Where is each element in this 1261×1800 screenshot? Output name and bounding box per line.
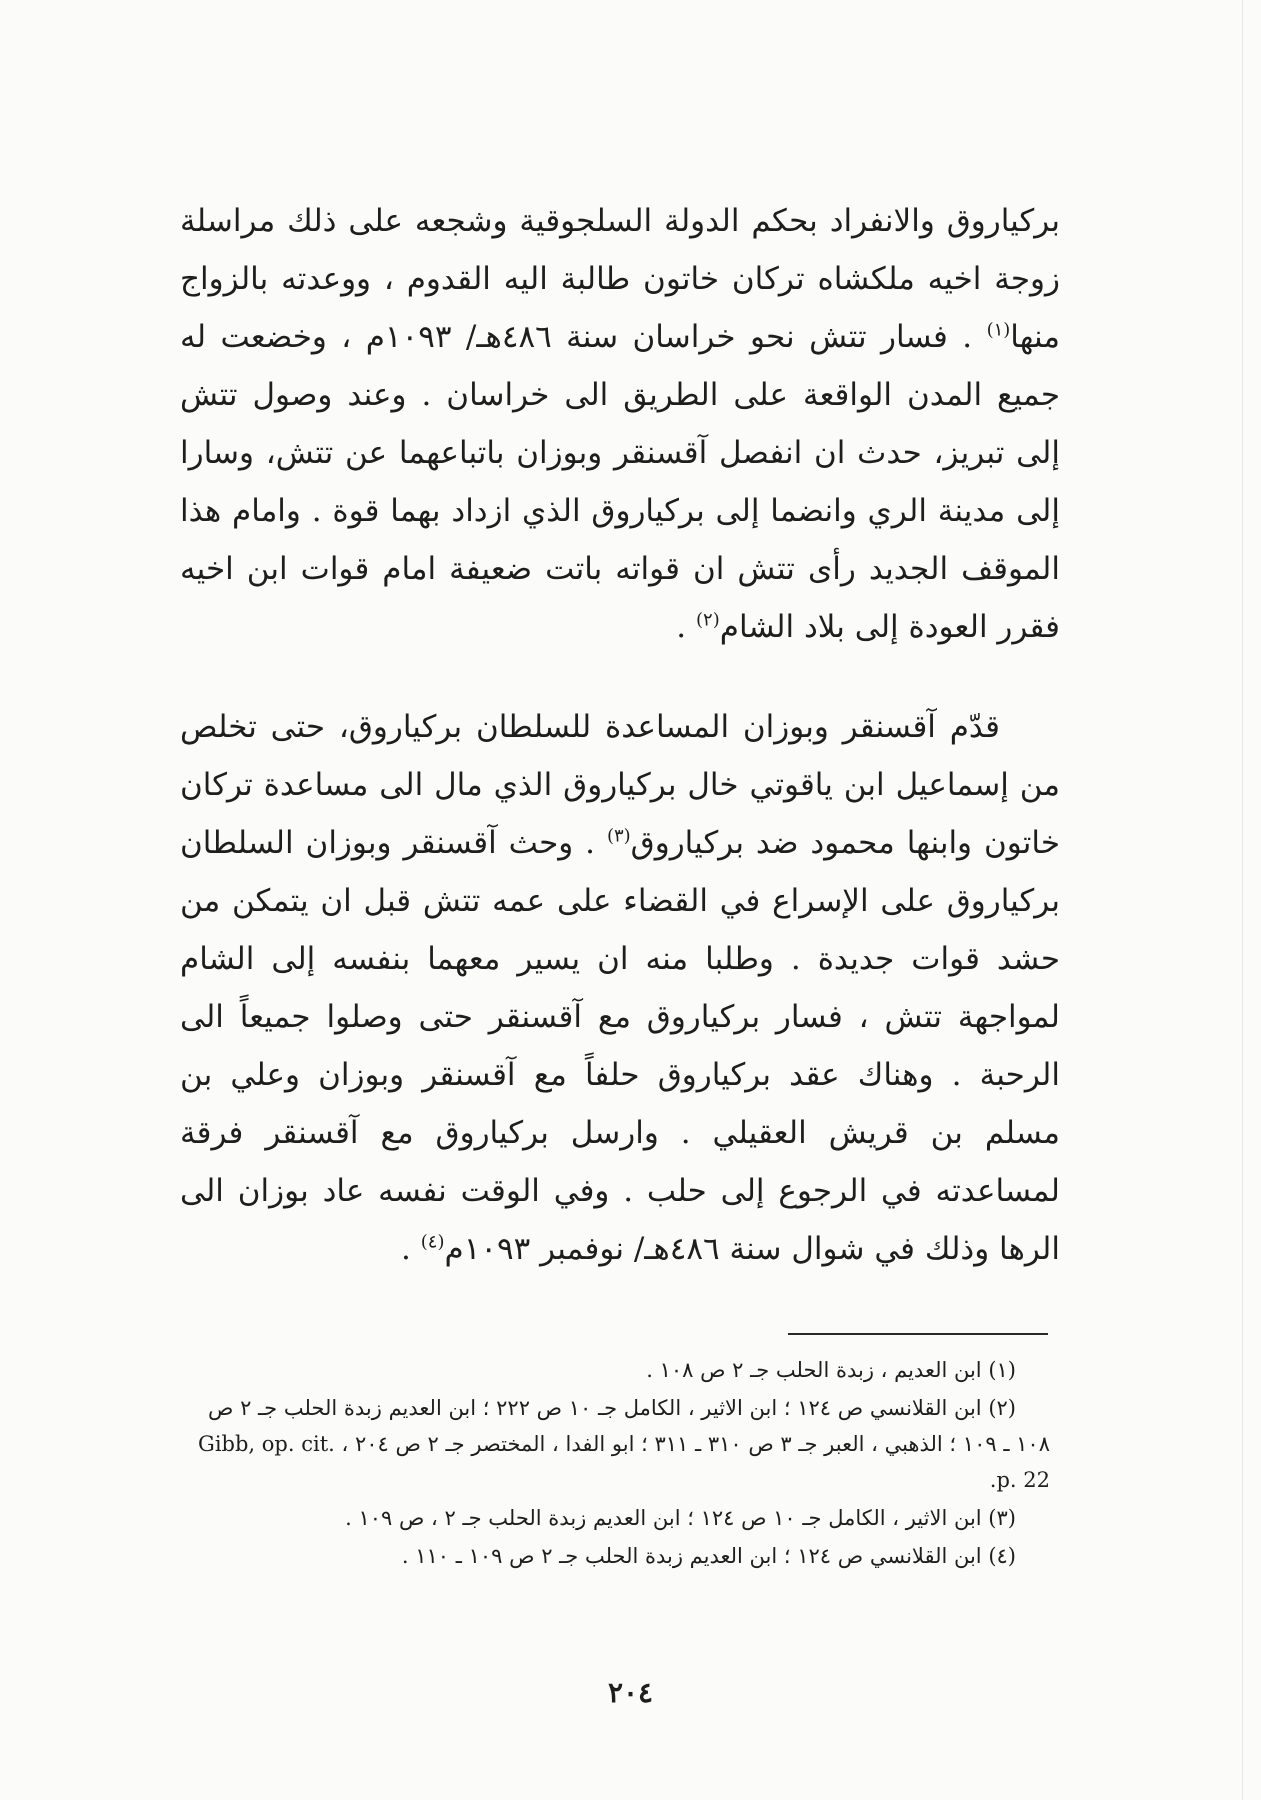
footnote-1 — [180, 1352, 1050, 1388]
footnote-ref-1: (١) — [986, 319, 1011, 341]
paragraph-2-text-c: . — [401, 1231, 421, 1267]
footnote-ref-3: (٣) — [606, 825, 631, 847]
paragraph-1-text-c: . — [676, 609, 697, 645]
footnote-ref-4: (٤) — [420, 1231, 445, 1253]
footnote-4-text: (٤) ابن القلانسي ص ١٢٤ ؛ ابن العديم زبدة الحلب جـ ٢ ص ١٠٩ ـ ١١٠ . — [401, 1544, 1016, 1568]
page-edge — [1242, 0, 1243, 1800]
footnote-divider — [788, 1333, 1048, 1335]
footnote-3 — [180, 1500, 1050, 1536]
main-text-paragraph-2 — [180, 698, 1060, 1278]
footnotes — [180, 1352, 1050, 1576]
paragraph-1-text-b: . فسار تتش نحو خراسان سنة ٤٨٦هـ/ ١٠٩٣م ، وخضعت له جميع المدن الواقعة على الطريق الى خراسان . وعند وصول تتش إلى تبريز، حدث ان انفصل آقسنقر وبوزان باتباعهما عن تتش، وسارا إلى مدينة الري وانضما إلى بركياروق الذي ازداد بهما قوة . وامام هذا الموقف الجديد رأى تتش ان قواته باتت ضعيفة امام قوات ابن اخيه فقرر العودة إلى بلاد الشام — [180, 319, 1060, 645]
paragraph-2 — [180, 698, 1060, 1278]
footnote-4 — [180, 1538, 1050, 1574]
footnote-1-text: (١) ابن العديم ، زبدة الحلب جـ ٢ ص ١٠٨ . — [646, 1358, 1016, 1382]
paragraph-1 — [180, 192, 1060, 656]
footnote-2-text: (٢) ابن القلانسي ص ١٢٤ ؛ ابن الاثير ، الكامل جـ ١٠ ص ٢٢٢ ؛ ابن العديم زبدة الحلب جـ ٢ ص ١٠٨ ـ ١٠٩ ؛ الذهبي ، العبر جـ ٣ ص ٣١٠ ـ ٣١١ ؛ ابو الفدا ، المختصر جـ ٢ ص ٢٠٤ ، Gibb, op. cit. p. 22. — [198, 1396, 1050, 1492]
page-number: ٢٠٤ — [607, 1676, 654, 1709]
paragraph-1-text-a: بركياروق والانفراد بحكم الدولة السلجوقية وشجعه على ذلك مراسلة زوجة اخيه ملكشاه تركان خاتون طالبة اليه القدوم ، ووعدته بالزواج منها — [180, 203, 1060, 355]
main-text-paragraph-1 — [180, 192, 1060, 656]
footnote-ref-2: (٢) — [696, 609, 720, 631]
footnote-3-text: (٣) ابن الاثير ، الكامل جـ ١٠ ص ١٢٤ ؛ ابن العديم زبدة الحلب جـ ٢ ، ص ١٠٩ . — [345, 1506, 1016, 1530]
footnote-2 — [180, 1390, 1050, 1498]
paragraph-2-text-b: . وحث آقسنقر وبوزان السلطان بركياروق على الإسراع في القضاء على عمه تتش قبل ان يتمكن من حشد قوات جديدة . وطلبا منه ان يسير معهما بنفسه إلى الشام لمواجهة تتش ، فسار بركياروق مع آقسنقر حتى وصلوا جميعاً الى الرحبة . وهناك عقد بركياروق حلفاً مع آقسنقر وبوزان وعلي بن مسلم بن قريش العقيلي . وارسل بركياروق مع آقسنقر فرقة لمساعدته في الرجوع إلى حلب . وفي الوقت نفسه عاد بوزان الى الرها وذلك في شوال سنة ٤٨٦هـ/ نوفمبر ١٠٩٣م — [180, 825, 1060, 1267]
paragraph-2-text-a: قدّم آقسنقر وبوزان المساعدة للسلطان بركياروق، حتى تخلص من إسماعيل ابن ياقوتي خال بركياروق الذي مال الى مساعدة تركان خاتون وابنها محمود ضد بركياروق — [180, 709, 1060, 861]
